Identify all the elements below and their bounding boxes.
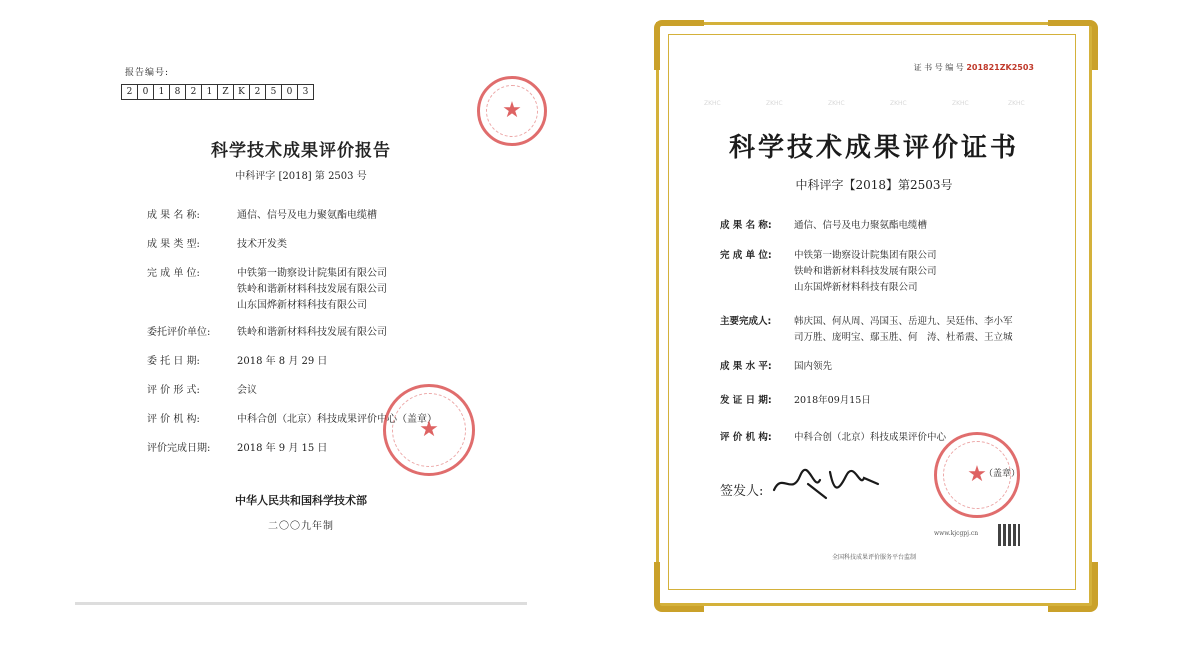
watermark-text: ZKHC bbox=[704, 100, 721, 107]
field-value: 通信、信号及电力聚氨酯电缆槽 bbox=[237, 210, 377, 221]
field-label: 成 果 类 型: bbox=[147, 239, 200, 250]
certificate-number-label: 证 书 号 编 号 bbox=[913, 63, 964, 72]
report-number-boxes bbox=[121, 84, 313, 100]
report-number-digit: 1 bbox=[201, 84, 218, 100]
report-number-digit: 3 bbox=[297, 84, 314, 100]
report-field-achievement-type bbox=[147, 237, 287, 253]
certificate-inner-border bbox=[668, 34, 1076, 590]
cert-field-evaluation-agency bbox=[720, 430, 946, 446]
field-value: 韩庆国、何从周、冯国玉、岳迎九、吴廷伟、李小军 bbox=[794, 316, 1013, 327]
issuing-ministry: 中华人民共和国科学技术部 bbox=[235, 494, 367, 507]
certificate-number-value: 201821ZK2503 bbox=[966, 63, 1034, 72]
watermark-text: ZKHC bbox=[1008, 100, 1025, 107]
ornament-corner-tr-icon bbox=[1048, 20, 1098, 70]
report-number-digit: 0 bbox=[137, 84, 154, 100]
field-value: 铁岭和谐新材料科技发展有限公司 bbox=[237, 284, 387, 295]
report-title: 科学技术成果评价报告 bbox=[211, 141, 391, 161]
ornament-corner-tl-icon bbox=[654, 20, 704, 70]
field-value: 中铁第一勘察设计院集团有限公司 bbox=[237, 268, 387, 279]
report-number-digit: 8 bbox=[169, 84, 186, 100]
certificate-seal-stamp: ★ bbox=[934, 432, 1020, 518]
field-value: 铁岭和谐新材料科技发展有限公司 bbox=[794, 266, 937, 277]
agency-seal-stamp: ★ bbox=[383, 384, 475, 476]
cert-field-achievement-name bbox=[720, 218, 927, 234]
field-value: 国内领先 bbox=[794, 361, 833, 372]
field-label: 成 果 名 称: bbox=[720, 220, 772, 231]
report-number-digit: 2 bbox=[121, 84, 138, 100]
cert-field-issue-date bbox=[720, 393, 871, 409]
field-label: 委托评价单位: bbox=[147, 327, 211, 338]
watermark-text: ZKHC bbox=[890, 100, 907, 107]
watermark-text: ZKHC bbox=[766, 100, 783, 107]
ornament-corner-br-icon bbox=[1048, 562, 1098, 612]
report-number-digit: 2 bbox=[249, 84, 266, 100]
website-url: www.kjcgpj.cn bbox=[934, 530, 979, 537]
report-number-digit: K bbox=[233, 84, 250, 100]
certificate-number bbox=[914, 62, 1034, 73]
evaluation-report-page bbox=[75, 40, 527, 608]
evaluation-certificate bbox=[656, 22, 1092, 606]
report-field-completion-date bbox=[147, 441, 327, 457]
field-value: 司万胜、庞明宝、鄢玉胜、何 涛、杜希震、王立城 bbox=[794, 332, 1013, 343]
platform-supervision-text: 全国科技成果评价服务平台监制 bbox=[831, 554, 916, 561]
field-label: 成 果 名 称: bbox=[147, 210, 200, 221]
watermark-text: ZKHC bbox=[952, 100, 969, 107]
report-field-evaluation-form bbox=[147, 383, 257, 399]
field-value: 中科合创（北京）科技成果评价中心 bbox=[794, 432, 947, 443]
field-value: 中科合创（北京）科技成果评价中心（盖章） bbox=[237, 414, 437, 425]
field-label: 委 托 日 期: bbox=[147, 356, 200, 367]
field-value: 山东国烨新材料科技有限公司 bbox=[794, 282, 918, 293]
report-field-achievement-name bbox=[147, 208, 377, 224]
field-value: 中铁第一勘察设计院集团有限公司 bbox=[794, 250, 937, 261]
field-label: 完 成 单 位: bbox=[720, 250, 772, 261]
field-label: 评价完成日期: bbox=[147, 443, 211, 454]
report-field-completing-units bbox=[147, 266, 387, 314]
field-label: 完 成 单 位: bbox=[147, 268, 200, 279]
report-subtitle: 中科评字 [2018] 第 2503 号 bbox=[235, 171, 367, 182]
field-value: 2018 年 9 月 15 日 bbox=[237, 443, 328, 454]
report-number-digit: 2 bbox=[185, 84, 202, 100]
report-number-digit: 1 bbox=[153, 84, 170, 100]
report-number-digit: Z bbox=[217, 84, 234, 100]
top-right-seal-stamp: ★ bbox=[477, 76, 547, 146]
field-value: 通信、信号及电力聚氨酯电缆槽 bbox=[794, 220, 928, 231]
field-label: 发 证 日 期: bbox=[720, 395, 772, 406]
field-label: 成 果 水 平: bbox=[720, 361, 772, 372]
watermark-text: ZKHC bbox=[828, 100, 845, 107]
report-number-label: 报告编号: bbox=[125, 68, 170, 78]
field-label: 评 价 形 式: bbox=[147, 385, 200, 396]
field-value: 会议 bbox=[237, 385, 257, 396]
handwritten-signature-icon bbox=[768, 462, 888, 506]
field-value: 2018 年 8 月 29 日 bbox=[237, 356, 328, 367]
ornament-corner-bl-icon bbox=[654, 562, 704, 612]
field-label: 评 价 机 构: bbox=[720, 432, 772, 443]
cert-field-main-contributors bbox=[720, 314, 1013, 346]
qr-code-icon bbox=[998, 524, 1020, 546]
report-field-commission-date bbox=[147, 354, 327, 370]
field-value: 铁岭和谐新材料科技发展有限公司 bbox=[237, 327, 387, 338]
report-number-digit: 5 bbox=[265, 84, 282, 100]
cert-field-completing-units bbox=[720, 248, 937, 296]
stamp-label: （盖章） bbox=[984, 469, 1021, 479]
certificate-title: 科学技术成果评价证书 bbox=[728, 133, 1019, 163]
field-value: 技术开发类 bbox=[237, 239, 287, 250]
signer-label: 签发人: bbox=[720, 484, 764, 499]
field-label: 主要完成人: bbox=[720, 316, 772, 327]
field-value: 山东国烨新材料科技有限公司 bbox=[237, 300, 367, 311]
field-label: 评 价 机 构: bbox=[147, 414, 200, 425]
certificate-subtitle: 中科评字【2018】第2503号 bbox=[795, 178, 953, 192]
report-number-digit: 0 bbox=[281, 84, 298, 100]
page-bottom-divider bbox=[75, 602, 527, 605]
field-value: 2018年09月15日 bbox=[794, 395, 871, 406]
issue-year: 二〇〇九年制 bbox=[268, 521, 334, 532]
report-field-commissioning-unit bbox=[147, 325, 387, 341]
cert-field-achievement-level bbox=[720, 359, 832, 375]
